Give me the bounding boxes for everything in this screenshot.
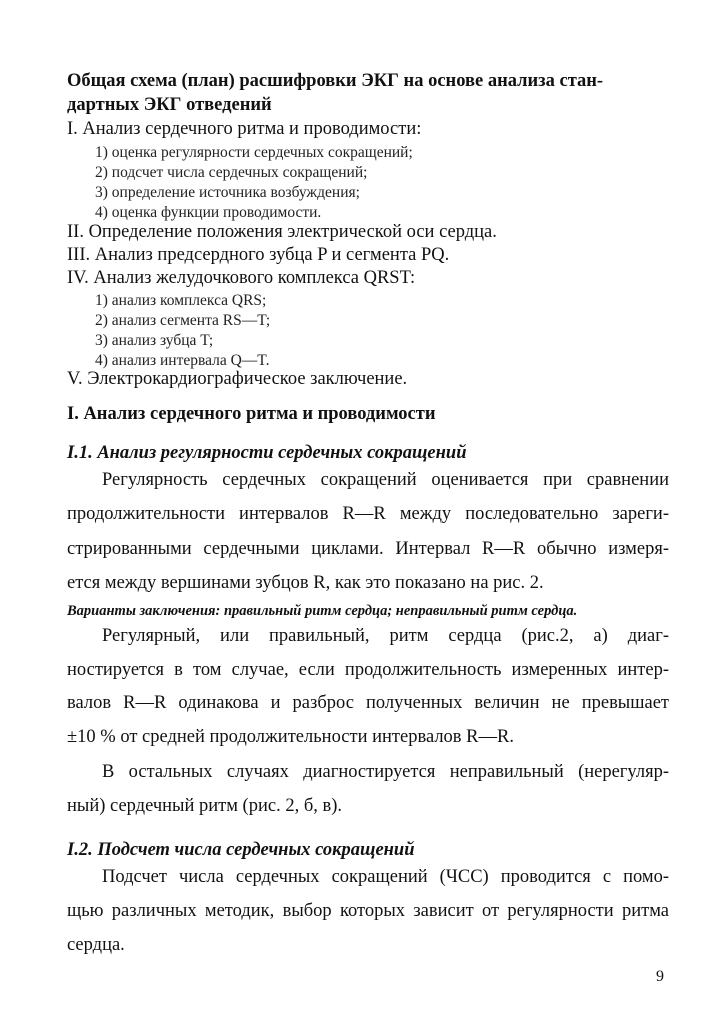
paragraph-4-line-2: щью различных методик, выбор которых зависит от регулярности ритма (67, 901, 669, 921)
plan-section-3: III. Анализ предсердного зубца P и сегмента PQ. (67, 245, 450, 265)
plan-section-1-item-4: 4) оценка функции проводимости. (95, 204, 322, 221)
plan-section-5: V. Электрокардиографическое заключение. (67, 369, 408, 389)
paragraph-2-line-3: валов R—R одинакова и разброс полученных величин не превышает (67, 693, 669, 713)
plan-section-1-item-3: 3) определение источника возбуждения; (95, 184, 360, 201)
paragraph-3-line-2: ный) сердечный ритм (рис. 2, б, в). (67, 796, 343, 816)
paragraph-2-line-1: Регулярный, или правильный, ритм сердца (рис.2, а) диаг- (102, 626, 669, 646)
paragraph-4-line-3: сердца. (67, 935, 125, 955)
paragraph-1-line-4: ется между вершинами зубцов R, как это показано на рис. 2. (67, 573, 544, 593)
paragraph-3-line-1: В остальных случаях диагностируется неправильный (нерегуляр- (102, 762, 669, 782)
plan-section-4: IV. Анализ желудочкового комплекса QRST: (67, 268, 416, 288)
paragraph-1-line-1: Регулярность сердечных сокращений оценивается при сравнении (102, 470, 669, 490)
plan-section-1-item-2: 2) подсчет числа сердечных сокращений; (95, 164, 368, 181)
paragraph-2-line-4: ±10 % от средней продолжительности интервалов R—R. (67, 727, 514, 747)
plan-section-4-item-3: 3) анализ зубца T; (95, 332, 214, 349)
plan-section-4-item-4: 4) анализ интервала Q—T. (95, 352, 270, 369)
section-heading: I. Анализ сердечного ритма и проводимости (67, 404, 436, 424)
paragraph-1-line-3: стрированными сердечными циклами. Интервал R—R обычно измеря- (67, 539, 669, 559)
conclusion-variants: Варианты заключения: правильный ритм сердца; неправильный ритм сердца. (67, 603, 578, 619)
plan-title-line-2: дартных ЭКГ отведений (67, 95, 272, 115)
plan-section-4-item-2: 2) анализ сегмента RS—T; (95, 312, 271, 329)
page-number: 9 (656, 968, 664, 985)
plan-section-2: II. Определение положения электрической оси сердца. (67, 222, 497, 242)
subsection-1-heading: I.1. Анализ регулярности сердечных сокращений (67, 443, 467, 463)
plan-title-line-1: Общая схема (план) расшифровки ЭКГ на основе анализа стан- (67, 71, 604, 91)
subsection-2-heading: I.2. Подсчет числа сердечных сокращений (67, 840, 415, 860)
paragraph-1-line-2: продолжительности интервалов R—R между последовательно зареги- (67, 504, 669, 524)
plan-section-4-item-1: 1) анализ комплекса QRS; (95, 292, 267, 309)
paragraph-4-line-1: Подсчет числа сердечных сокращений (ЧСС) проводится с помо- (102, 867, 669, 887)
plan-section-1-item-1: 1) оценка регулярности сердечных сокращений; (95, 144, 413, 161)
paragraph-2-line-2: ностируется в том случае, если продолжительность измеренных интер- (67, 660, 669, 680)
plan-section-1: I. Анализ сердечного ритма и проводимости: (67, 119, 422, 139)
